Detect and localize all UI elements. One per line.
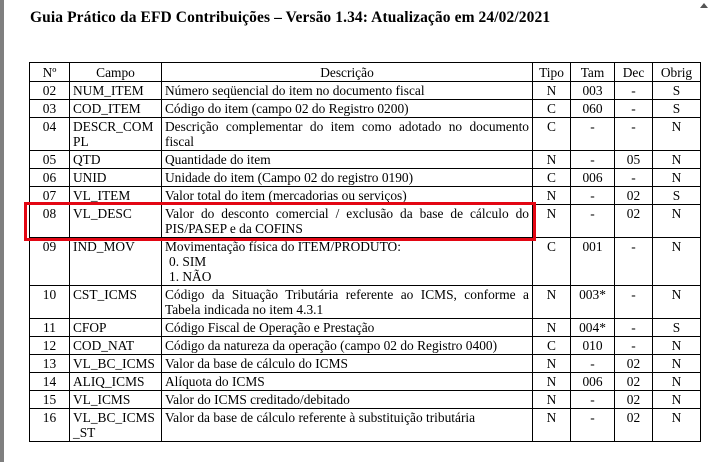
cell-descricao xyxy=(162,373,533,391)
cell-tipo: N xyxy=(533,319,571,337)
cell-n: 15 xyxy=(30,391,70,409)
cell-descricao xyxy=(162,337,533,355)
cell-descricao xyxy=(162,205,533,238)
cell-campo: CST_ICMS xyxy=(70,286,162,319)
description-text: Descrição complementar do item como adotado no documento fiscal xyxy=(165,119,529,149)
cell-campo: DESCR_COMPL xyxy=(70,118,162,151)
cell-dec: - xyxy=(615,169,653,187)
cell-dec: 02 xyxy=(615,373,653,391)
scroll-up-arrow-icon[interactable] xyxy=(697,0,711,10)
table-row xyxy=(30,187,701,205)
cell-campo: VL_ITEM xyxy=(70,187,162,205)
cell-dec: - xyxy=(615,238,653,286)
cell-obrig: N xyxy=(653,337,701,355)
cell-tam: 003* xyxy=(571,286,615,319)
cell-tam: 001 xyxy=(571,238,615,286)
table-row xyxy=(30,118,701,151)
cell-dec: - xyxy=(615,286,653,319)
cell-obrig: N xyxy=(653,373,701,391)
cell-descricao xyxy=(162,286,533,319)
cell-tam: - xyxy=(571,391,615,409)
description-text: Valor da base de cálculo referente à substituição tributária xyxy=(165,410,476,425)
table-row xyxy=(30,391,701,409)
header-obrig: Obrig xyxy=(653,63,701,82)
cell-obrig: N xyxy=(653,286,701,319)
cell-descricao xyxy=(162,391,533,409)
cell-dec: - xyxy=(615,118,653,151)
cell-tipo: N xyxy=(533,373,571,391)
table-row xyxy=(30,205,701,238)
header-campo: Campo xyxy=(70,63,162,82)
header-tipo: Tipo xyxy=(533,63,571,82)
cell-descricao xyxy=(162,238,533,286)
cell-obrig: N xyxy=(653,169,701,187)
cell-campo: IND_MOV xyxy=(70,238,162,286)
cell-obrig: N xyxy=(653,391,701,409)
cell-descricao xyxy=(162,319,533,337)
cell-descricao xyxy=(162,118,533,151)
description-text: Valor do ICMS creditado/debitado xyxy=(165,392,350,407)
header-n: Nº xyxy=(30,63,70,82)
cell-tipo: N xyxy=(533,355,571,373)
description-text: Número seqüencial do item no documento fiscal xyxy=(165,83,425,98)
cell-campo: ALIQ_ICMS xyxy=(70,373,162,391)
cell-dec: - xyxy=(615,100,653,118)
cell-tipo: C xyxy=(533,100,571,118)
table-row xyxy=(30,238,701,286)
description-text: Valor total do item (mercadorias ou serviços) xyxy=(165,188,407,203)
cell-n: 14 xyxy=(30,373,70,391)
cell-tam: - xyxy=(571,118,615,151)
table-row xyxy=(30,286,701,319)
cell-tipo: C xyxy=(533,169,571,187)
header-descricao: Descrição xyxy=(162,63,533,82)
cell-obrig: N xyxy=(653,409,701,442)
cell-descricao xyxy=(162,151,533,169)
cell-tam: 010 xyxy=(571,337,615,355)
cell-campo: NUM_ITEM xyxy=(70,82,162,100)
cell-dec: - xyxy=(615,82,653,100)
description-text: Valor da base de cálculo do ICMS xyxy=(165,356,348,371)
cell-campo: UNID xyxy=(70,169,162,187)
cell-tipo: N xyxy=(533,286,571,319)
cell-tipo: N xyxy=(533,151,571,169)
cell-dec: 05 xyxy=(615,151,653,169)
cell-n: 08 xyxy=(30,205,70,238)
cell-n: 02 xyxy=(30,82,70,100)
description-text: Código Fiscal de Operação e Prestação xyxy=(165,320,375,335)
cell-campo: CFOP xyxy=(70,319,162,337)
cell-dec: 02 xyxy=(615,205,653,238)
cell-obrig: N xyxy=(653,118,701,151)
cell-dec: 02 xyxy=(615,391,653,409)
table-row xyxy=(30,409,701,442)
description-text: Valor do desconto comercial / exclusão da base de cálculo do PIS/PASEP e da COFINS xyxy=(165,206,529,236)
table-row xyxy=(30,151,701,169)
header-tam: Tam xyxy=(571,63,615,82)
cell-n: 09 xyxy=(30,238,70,286)
cell-n: 10 xyxy=(30,286,70,319)
cell-tipo: N xyxy=(533,391,571,409)
cell-descricao xyxy=(162,409,533,442)
cell-dec: - xyxy=(615,337,653,355)
cell-obrig: S xyxy=(653,319,701,337)
cell-campo: VL_BC_ICMS_ST xyxy=(70,409,162,442)
cell-n: 13 xyxy=(30,355,70,373)
page-title: Guia Prático da EFD Contribuições – Versão 1.34: Atualização em 24/02/2021 xyxy=(30,9,551,26)
cell-tam: - xyxy=(571,355,615,373)
table-row xyxy=(30,169,701,187)
cell-tipo: N xyxy=(533,205,571,238)
table-row xyxy=(30,82,701,100)
cell-campo: COD_NAT xyxy=(70,337,162,355)
cell-n: 03 xyxy=(30,100,70,118)
cell-obrig: N xyxy=(653,205,701,238)
cell-tam: 006 xyxy=(571,169,615,187)
table-row xyxy=(30,373,701,391)
description-text: Quantidade do item xyxy=(165,152,271,167)
cell-tipo: N xyxy=(533,82,571,100)
description-option: 0. SIM xyxy=(169,254,207,269)
cell-tam: 003 xyxy=(571,82,615,100)
description-text: Unidade do item (Campo 02 do registro 0190) xyxy=(165,170,414,185)
cell-descricao xyxy=(162,355,533,373)
cell-descricao xyxy=(162,169,533,187)
cell-dec: 02 xyxy=(615,355,653,373)
table-row xyxy=(30,100,701,118)
fields-table xyxy=(29,62,701,442)
cell-n: 06 xyxy=(30,169,70,187)
cell-campo: VL_ICMS xyxy=(70,391,162,409)
cell-n: 12 xyxy=(30,337,70,355)
cell-tipo: N xyxy=(533,409,571,442)
cell-tam: 006 xyxy=(571,373,615,391)
cell-n: 04 xyxy=(30,118,70,151)
cell-campo: VL_DESC xyxy=(70,205,162,238)
cell-tam: - xyxy=(571,409,615,442)
cell-campo: QTD xyxy=(70,151,162,169)
cell-descricao xyxy=(162,100,533,118)
cell-n: 05 xyxy=(30,151,70,169)
cell-tipo: C xyxy=(533,118,571,151)
cell-descricao xyxy=(162,187,533,205)
description-text: Alíquota do ICMS xyxy=(165,374,265,389)
cell-dec: 02 xyxy=(615,409,653,442)
cell-tam: - xyxy=(571,187,615,205)
table-header-row xyxy=(30,63,701,82)
description-text: Código da Situação Tributária referente ao ICMS, conforme a Tabela indicada no item 4.3.1 xyxy=(165,287,529,317)
cell-tipo: C xyxy=(533,238,571,286)
cell-descricao xyxy=(162,82,533,100)
window-left-edge xyxy=(0,0,4,462)
cell-campo: COD_ITEM xyxy=(70,100,162,118)
header-dec: Dec xyxy=(615,63,653,82)
cell-tipo: N xyxy=(533,187,571,205)
cell-tam: 060 xyxy=(571,100,615,118)
cell-obrig: N xyxy=(653,238,701,286)
cell-obrig: N xyxy=(653,355,701,373)
cell-tam: - xyxy=(571,205,615,238)
cell-obrig: S xyxy=(653,187,701,205)
table-row xyxy=(30,319,701,337)
description-text: Movimentação física do ITEM/PRODUTO: xyxy=(165,239,401,254)
cell-n: 11 xyxy=(30,319,70,337)
description-option: 1. NÃO xyxy=(169,269,212,284)
cell-n: 16 xyxy=(30,409,70,442)
description-text: Código da natureza da operação (campo 02 do Registro 0400) xyxy=(165,338,498,353)
cell-tam: 004* xyxy=(571,319,615,337)
table-row xyxy=(30,355,701,373)
cell-dec: 02 xyxy=(615,187,653,205)
cell-campo: VL_BC_ICMS xyxy=(70,355,162,373)
cell-tipo: C xyxy=(533,337,571,355)
cell-obrig: N xyxy=(653,151,701,169)
cell-n: 07 xyxy=(30,187,70,205)
description-text: Código do item (campo 02 do Registro 0200) xyxy=(165,101,409,116)
cell-dec: - xyxy=(615,319,653,337)
cell-obrig: S xyxy=(653,100,701,118)
cell-tam: - xyxy=(571,151,615,169)
cell-obrig: S xyxy=(653,82,701,100)
table-row xyxy=(30,337,701,355)
